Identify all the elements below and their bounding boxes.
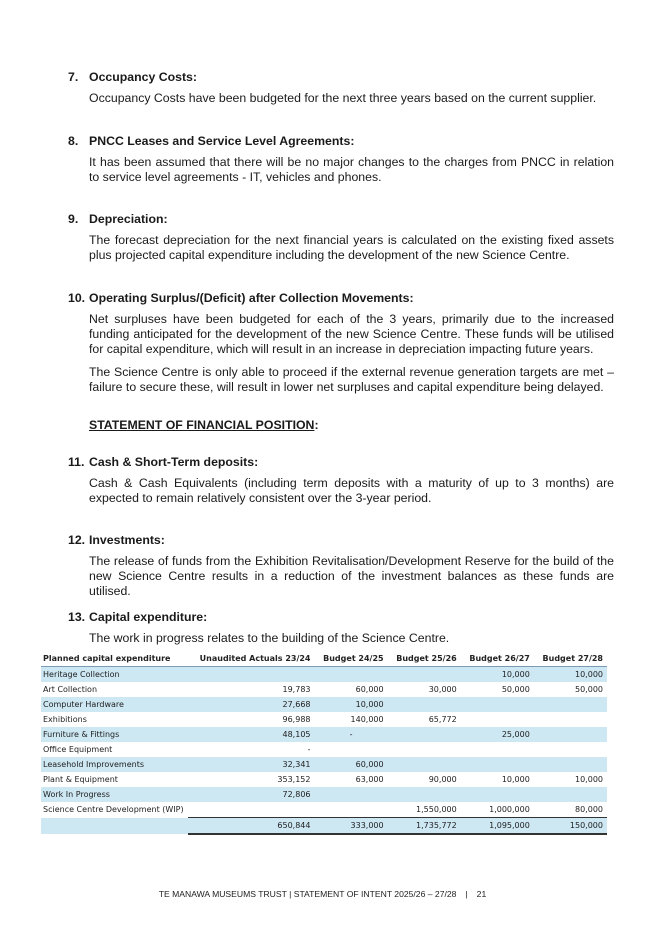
table-cell [315, 802, 388, 818]
table-cell: 80,000 [575, 805, 603, 814]
column-header: Budget 27/28 [534, 651, 607, 667]
table-row [41, 772, 607, 787]
table-cell [534, 787, 607, 802]
section-number: 11. [68, 455, 85, 469]
table-row [41, 727, 607, 742]
table-cell: 60,000 [315, 757, 388, 772]
table-header-row [41, 651, 607, 667]
table-cell [461, 757, 534, 772]
table-row [41, 742, 607, 757]
capex-table [41, 651, 607, 835]
row-label: Heritage Collection [41, 667, 188, 683]
section-heading [68, 212, 614, 227]
table-cell: 65,772 [428, 715, 457, 724]
section-number: 8. [68, 134, 79, 148]
table-cell: 10,000 [534, 667, 607, 683]
total-cell: 650,844 [188, 818, 315, 835]
table-cell: 48,105 [188, 727, 315, 742]
section-heading [68, 291, 614, 306]
table-cell: 27,668 [188, 697, 315, 712]
table-row [41, 802, 607, 818]
section-title: Cash & Short-Term deposits: [89, 455, 259, 469]
row-label: Leasehold Improvements [41, 757, 188, 772]
table-cell: 30,000 [428, 685, 457, 694]
table-cell: 90,000 [428, 775, 457, 784]
page-footer [0, 889, 645, 899]
table-row [41, 787, 607, 802]
section-pncc-leases [68, 134, 614, 185]
table-cell [388, 757, 461, 772]
table-cell: 10,000 [315, 697, 388, 712]
table-body [41, 667, 607, 835]
section-heading [68, 70, 614, 85]
table-cell: 1,550,000 [416, 805, 457, 814]
section-heading [68, 455, 614, 470]
table-cell: 50,000 [501, 685, 530, 694]
total-cell: 1,735,772 [388, 818, 461, 835]
row-label [41, 818, 188, 835]
table-cell: 10,000 [575, 775, 603, 784]
table-cell: - [307, 745, 311, 754]
table-cell [534, 697, 607, 712]
table-cell [388, 667, 461, 683]
section-number: 9. [68, 212, 79, 226]
section-paragraph: It has been assumed that there will be no major changes to the charges from PNCC in relation to service level agreements - IT, vehicles and phones. [89, 155, 614, 185]
section-paragraph: Occupancy Costs have been budgeted for the next three years based on the current supplier. [89, 91, 597, 105]
section-number: 7. [68, 70, 79, 84]
section-capital-expenditure [68, 610, 614, 646]
column-header: Budget 25/26 [388, 651, 461, 667]
table-cell [534, 712, 607, 727]
table-cell: 10,000 [461, 667, 534, 683]
table-cell [461, 742, 534, 757]
section-title: Operating Surplus/(Deficit) after Collection Movements: [89, 291, 414, 305]
section-paragraph: The release of funds from the Exhibition Revitalisation/Development Reserve for the build of the new Science Centre results in a reduction of the investment balances as these funds are utilised. [89, 554, 614, 599]
column-header: Planned capital expenditure [41, 651, 188, 667]
table-cell: 60,000 [355, 685, 384, 694]
table-cell: 25,000 [461, 727, 534, 742]
section-heading [68, 134, 614, 149]
section-title: Investments: [89, 533, 165, 547]
section-number: 10. [68, 291, 86, 305]
table-cell [188, 667, 315, 683]
section-investments [68, 533, 614, 600]
row-label: Exhibitions [43, 715, 87, 724]
section-depreciation [68, 212, 614, 263]
page-number: 21 [476, 889, 487, 899]
section-cash-deposits [68, 455, 614, 506]
table-cell: 50,000 [575, 685, 603, 694]
table-cell [315, 787, 388, 802]
table-cell: 10,000 [501, 775, 530, 784]
table-cell: 63,000 [355, 775, 384, 784]
table-row [41, 712, 607, 727]
statement-heading [89, 418, 319, 433]
table-cell [388, 697, 461, 712]
table-cell [315, 667, 388, 683]
table-row [41, 697, 607, 712]
section-paragraph: Cash & Cash Equivalents (including term deposits with a maturity of up to 3 months) are expected to remain relatively consistent over the 3-year period. [89, 476, 614, 506]
section-paragraph: The work in progress relates to the building of the Science Centre. [89, 631, 450, 645]
table-cell [534, 727, 607, 742]
table-cell [461, 787, 534, 802]
table-cell: 96,988 [282, 715, 311, 724]
statement-heading-suffix: : [314, 418, 319, 432]
table-cell: 353,152 [277, 775, 311, 784]
section-title: Depreciation: [89, 212, 168, 226]
table-cell [534, 757, 607, 772]
section-title: Capital expenditure: [89, 610, 208, 624]
total-cell: 1,095,000 [461, 818, 534, 835]
table-total-row [41, 818, 607, 835]
table-cell: - [315, 727, 388, 742]
section-operating-surplus [68, 291, 614, 395]
table-cell [461, 712, 534, 727]
section-paragraph: Net surpluses have been budgeted for each of the 3 years, primarily due to the increased funding anticipated for the development of the new Science Centre. These funds will be utilised for capital expenditure, which will result in an increase in depreciation impacting future years. [89, 312, 614, 357]
section-heading [68, 533, 614, 548]
table-cell: 72,806 [188, 787, 315, 802]
row-label: Work In Progress [41, 787, 188, 802]
table-row [41, 757, 607, 772]
column-header: Budget 26/27 [461, 651, 534, 667]
section-number: 13. [68, 610, 86, 624]
section-title: PNCC Leases and Service Level Agreements: [89, 134, 355, 148]
table-cell [315, 742, 388, 757]
table-cell [388, 727, 461, 742]
row-label: Art Collection [43, 685, 98, 694]
table-cell: 32,341 [188, 757, 315, 772]
table-cell [534, 742, 607, 757]
table-cell: 140,000 [350, 715, 384, 724]
row-label: Office Equipment [43, 745, 113, 754]
row-label: Computer Hardware [41, 697, 188, 712]
statement-heading-text: STATEMENT OF FINANCIAL POSITION [89, 418, 315, 432]
table-row [41, 682, 607, 697]
section-paragraph: The forecast depreciation for the next financial years is calculated on the existing fixed assets plus projected capital expenditure including the development of the new Science Centre. [89, 233, 614, 263]
table-cell: 1,000,000 [489, 805, 530, 814]
row-label: Plant & Equipment [43, 775, 118, 784]
column-header: Unaudited Actuals 23/24 [188, 651, 315, 667]
table-cell [188, 802, 315, 818]
section-occupancy-costs [68, 70, 614, 106]
section-number: 12. [68, 533, 86, 547]
section-heading [68, 610, 614, 625]
footer-text: TE MANAWA MUSEUMS TRUST | STATEMENT OF INTENT 2025/26 – 27/28 [158, 889, 457, 899]
table-cell [388, 787, 461, 802]
column-header: Budget 24/25 [315, 651, 388, 667]
table-cell: 19,783 [282, 685, 311, 694]
table-row [41, 667, 607, 683]
section-paragraph: The Science Centre is only able to proceed if the external revenue generation targets are met – failure to secure these, will result in lower net surpluses and capital expenditure being delayed. [89, 364, 614, 394]
footer-separator: | [465, 889, 468, 899]
row-label: Science Centre Development (WIP) [43, 805, 184, 815]
total-cell: 333,000 [315, 818, 388, 835]
row-label: Furniture & Fittings [41, 727, 188, 742]
table-cell [461, 697, 534, 712]
table-cell [388, 742, 461, 757]
section-title: Occupancy Costs: [89, 70, 197, 84]
total-cell: 150,000 [534, 818, 607, 835]
